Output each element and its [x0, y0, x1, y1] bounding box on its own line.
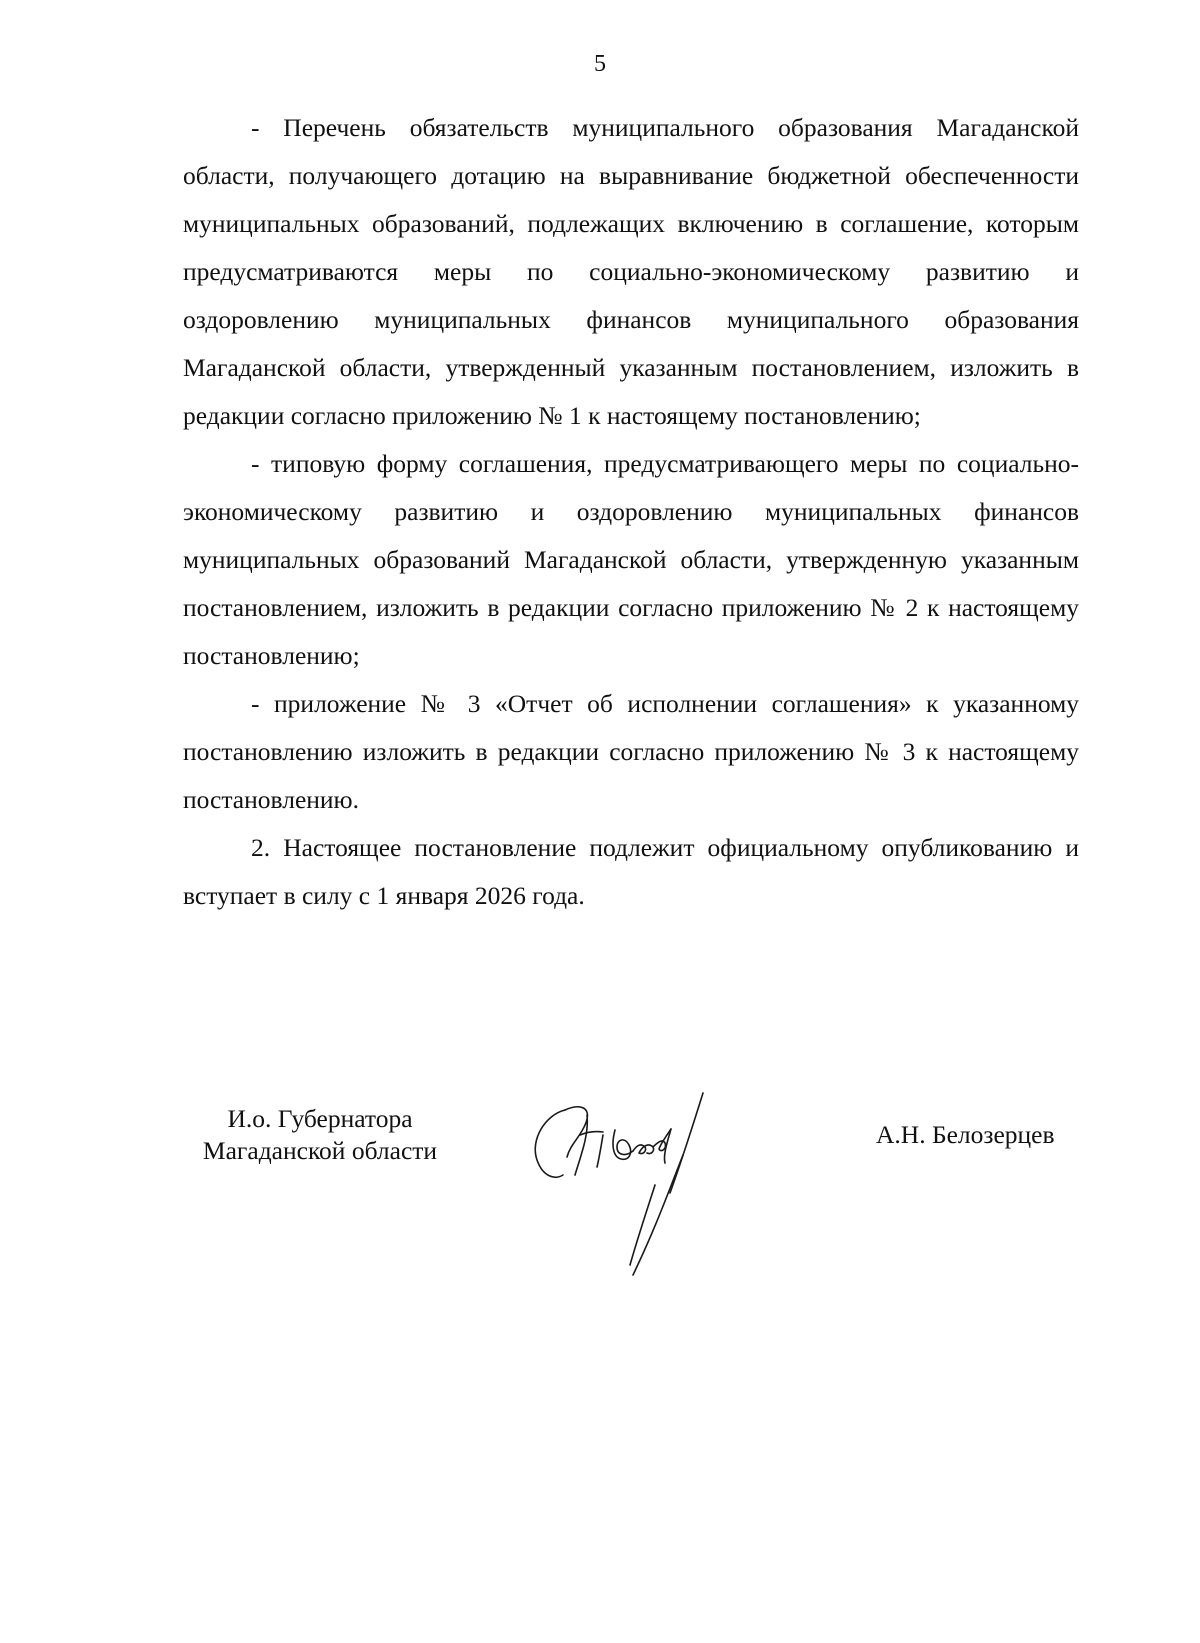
paragraph-publication: 2. Настоящее постановление подлежит официальному опубликованию и вступает в силу с 1 января 2026 года.	[183, 833, 1079, 910]
paragraph-agreement-form: - типовую форму соглашения, предусматривающего меры по социально-экономическому развитию и оздоровлению муниципальных финансов муниципальных образований Магаданской области, утвержденную указанным постановлением, изложить в редакции согласно приложению № 2 к настоящему постановлению;	[183, 449, 1079, 670]
handwritten-signature	[525, 1085, 765, 1285]
signatory-title-line2: Магаданской области	[202, 1136, 438, 1165]
page-number: 5	[594, 51, 606, 77]
signatory-title	[180, 1103, 460, 1167]
signatory-name: А.Н. Белозерцев	[876, 1120, 1055, 1149]
signatory-title-line1: И.о. Губернатора	[227, 1104, 413, 1133]
document-body	[183, 104, 1079, 920]
paragraph-obligations-list: - Перечень обязательств муниципального образования Магаданской области, получающего дотацию на выравнивание бюджетной обеспеченности муниципальных образований, подлежащих включению в соглашение, которым предусматриваются меры по социально-экономическому развитию и оздоровлению муниципальных финансов муниципального образования Магаданской области, утвержденный указанным постановлением, изложить в редакции согласно приложению № 1 к настоящему постановлению;	[183, 113, 1079, 430]
paragraph-appendix-3: - приложение № 3 «Отчет об исполнении соглашения» к указанному постановлению изложить в редакции согласно приложению № 3 к настоящему постановлению.	[183, 689, 1079, 814]
signature-block	[0, 1103, 1200, 1303]
